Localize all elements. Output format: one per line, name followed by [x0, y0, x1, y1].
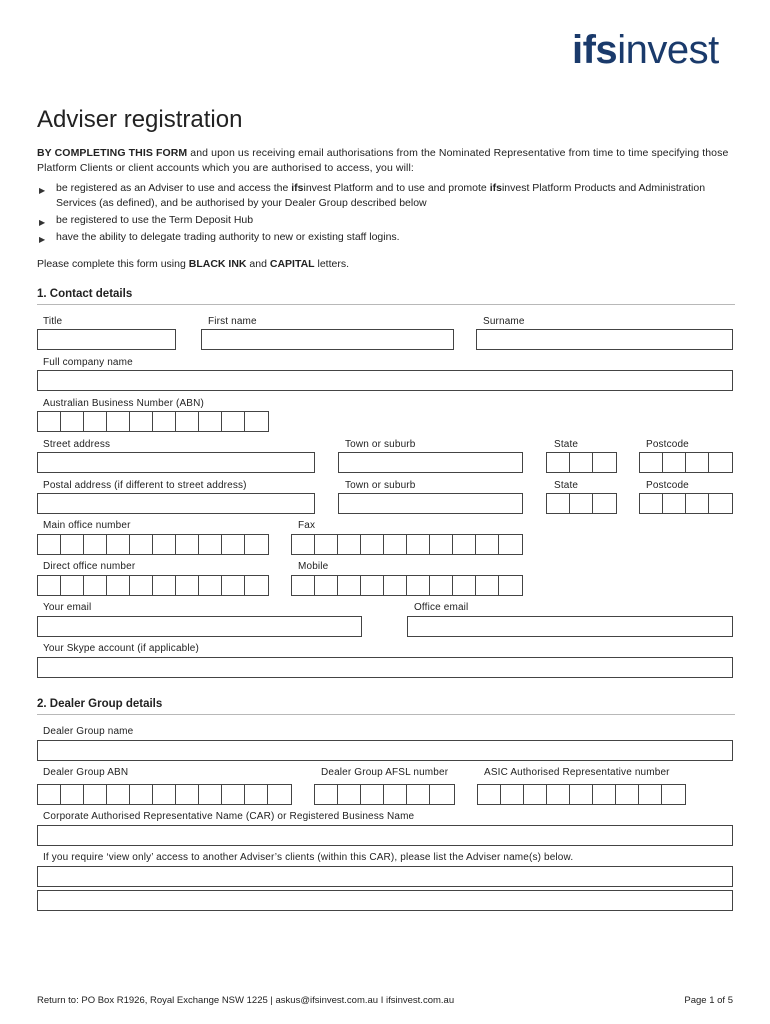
list-item: ▶ be registered to use the Term Deposit Hub: [37, 213, 737, 228]
view-only-label: If you require ‘view only’ access to another Adviser’s clients (within this CAR), please list the Adviser name(s) below.: [43, 852, 574, 863]
triangle-bullet-icon: ▶: [39, 218, 46, 227]
postal-postcode-label: Postcode: [646, 480, 689, 491]
first-name-label: First name: [208, 316, 257, 327]
skype-field[interactable]: [37, 657, 733, 678]
logo-bold-text: ifs: [572, 28, 618, 72]
postal-label: Postal address (if different to street address): [43, 480, 247, 491]
postal-state-label: State: [554, 480, 579, 491]
company-label: Full company name: [43, 357, 133, 368]
first-name-field[interactable]: [201, 329, 454, 350]
section-divider: [37, 714, 735, 715]
instruction-note: Please complete this form using BLACK INK and CAPITAL letters.: [37, 258, 350, 270]
triangle-bullet-icon: ▶: [39, 235, 46, 244]
office-email-label: Office email: [414, 602, 469, 613]
main-office-number-field[interactable]: [37, 534, 269, 555]
surname-field[interactable]: [476, 329, 733, 350]
asic-label: ASIC Authorised Representative number: [484, 767, 670, 778]
street-label: Street address: [43, 439, 111, 450]
state-label: State: [554, 439, 579, 450]
benefits-list: [37, 181, 737, 247]
office-email-field[interactable]: [407, 616, 733, 637]
section-dealer-heading: 2. Dealer Group details: [37, 698, 163, 710]
title-field[interactable]: [37, 329, 176, 350]
email-field[interactable]: [37, 616, 362, 637]
dealer-abn-field[interactable]: [37, 784, 292, 805]
postal-town-label: Town or suburb: [345, 480, 416, 491]
dealer-group-name-field[interactable]: [37, 740, 733, 761]
postal-town-field[interactable]: [338, 493, 523, 514]
postal-address-field[interactable]: [37, 493, 315, 514]
asic-number-field[interactable]: [477, 784, 686, 805]
page-number: Page 1 of 5: [684, 995, 733, 1006]
postal-state-field[interactable]: [546, 493, 617, 514]
postal-postcode-field[interactable]: [639, 493, 733, 514]
triangle-bullet-icon: ▶: [39, 186, 46, 195]
postcode-field[interactable]: [639, 452, 733, 473]
mobile-field[interactable]: [291, 575, 523, 596]
footer-return-address: Return to: PO Box R1926, Royal Exchange NSW 1225 | askus@ifsinvest.com.au I ifsinvest.com.au: [37, 995, 455, 1006]
intro-text: and upon us receiving email authorisations from the Nominated Representative from time to time specifying those Platform Clients or client accounts which you are authorised to access, you will:: [37, 147, 729, 174]
list-item: ▶ have the ability to delegate trading authority to new or existing staff logins.: [37, 230, 737, 245]
view-only-adviser-field-2[interactable]: [37, 890, 733, 911]
page-title: Adviser registration: [37, 106, 243, 133]
section-contact-heading: 1. Contact details: [37, 288, 133, 300]
town-label: Town or suburb: [345, 439, 416, 450]
intro-paragraph: [37, 146, 737, 176]
direct-office-number-field[interactable]: [37, 575, 269, 596]
postcode-label: Postcode: [646, 439, 689, 450]
intro-lead: BY COMPLETING THIS FORM: [37, 147, 188, 159]
ifsinvest-logo: [572, 28, 719, 72]
town-field[interactable]: [338, 452, 523, 473]
company-name-field[interactable]: [37, 370, 733, 391]
abn-label: Australian Business Number (ABN): [43, 398, 204, 409]
fax-field[interactable]: [291, 534, 523, 555]
dealer-abn-label: Dealer Group ABN: [43, 767, 129, 778]
surname-label: Surname: [483, 316, 525, 327]
dealer-afsl-field[interactable]: [314, 784, 455, 805]
list-item: ▶ be registered as an Adviser to use and access the ifsinvest Platform and to use and promote ifsinvest Platform Products and Administration Services (as defined), and be authorised by your Dealer Group described below: [39, 182, 706, 209]
mobile-label: Mobile: [298, 561, 329, 572]
view-only-adviser-field-1[interactable]: [37, 866, 733, 887]
main-office-label: Main office number: [43, 520, 131, 531]
state-field[interactable]: [546, 452, 617, 473]
street-address-field[interactable]: [37, 452, 315, 473]
fax-label: Fax: [298, 520, 316, 531]
car-name-field[interactable]: [37, 825, 733, 846]
dealer-afsl-label: Dealer Group AFSL number: [321, 767, 449, 778]
email-label: Your email: [43, 602, 92, 613]
logo-light-text: invest: [617, 28, 719, 72]
skype-label: Your Skype account (if applicable): [43, 643, 199, 654]
title-label: Title: [43, 316, 63, 327]
car-label: Corporate Authorised Representative Name (CAR) or Registered Business Name: [43, 811, 415, 822]
dealer-name-label: Dealer Group name: [43, 726, 134, 737]
direct-office-label: Direct office number: [43, 561, 136, 572]
abn-field[interactable]: [37, 411, 269, 432]
section-divider: [37, 304, 735, 305]
